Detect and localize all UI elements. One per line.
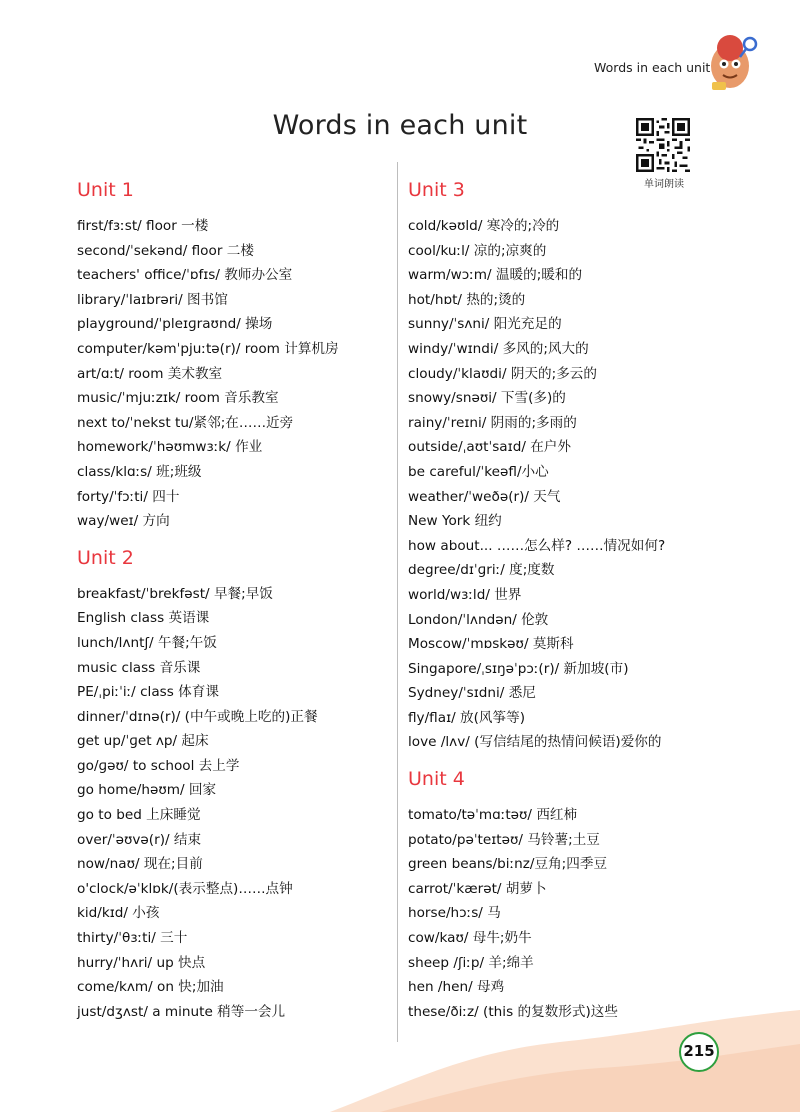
word-entry: hurry/ˈhʌri/ up 快点 <box>77 954 206 971</box>
unit-2-section <box>77 546 392 1025</box>
word-entry: way/weɪ/ 方向 <box>77 513 170 530</box>
word-entry: second/ˈsekənd/ floor 二楼 <box>77 242 254 259</box>
word-entry: kid/kɪd/ 小孩 <box>77 905 160 922</box>
word-entry: Moscow/ˈmɒskəʊ/ 莫斯科 <box>408 636 574 653</box>
word-entry: over/ˈəʊvə(r)/ 结束 <box>77 831 202 848</box>
word-entry: go home/həʊm/ 回家 <box>77 782 217 799</box>
word-entry: cool/kuːl/ 凉的;凉爽的 <box>408 242 547 259</box>
word-entry: snowy/snəʊi/ 下雪(多)的 <box>408 390 566 407</box>
word-entry: love /lʌv/ (写信结尾的热情问候语)爱你的 <box>408 734 662 751</box>
column-divider <box>397 162 398 1042</box>
word-entry: next to/ˈnekst tu/紧邻;在……近旁 <box>77 414 294 431</box>
word-entry: hot/hɒt/ 热的;烫的 <box>408 291 526 308</box>
word-entry: windy/ˈwɪndi/ 多风的;风大的 <box>408 340 589 357</box>
word-entry: breakfast/ˈbrekfəst/ 早餐;早饭 <box>77 585 273 602</box>
word-entry: art/ɑːt/ room 美术教室 <box>77 365 223 382</box>
word-entry: just/dʒʌst/ a minute 稍等一会儿 <box>77 1003 286 1020</box>
word-entry: music/ˈmjuːzɪk/ room 音乐教室 <box>77 390 279 407</box>
word-entry: cloudy/ˈklaʊdi/ 阴天的;多云的 <box>408 365 597 382</box>
word-entry: Singapore/ˌsɪŋəˈpɔː(r)/ 新加坡(市) <box>408 660 629 677</box>
word-entry: get up/ˈɡet ʌp/ 起床 <box>77 733 209 750</box>
word-entry: carrot/ˈkærət/ 胡萝卜 <box>408 880 547 897</box>
mascot-icon <box>706 30 762 94</box>
word-entry: world/wɜːld/ 世界 <box>408 586 522 603</box>
word-entry: dinner/ˈdɪnə(r)/ (中午或晚上吃的)正餐 <box>77 708 318 725</box>
word-entry: degree/dɪˈɡriː/ 度;度数 <box>408 562 555 579</box>
word-entry: library/ˈlaɪbrəri/ 图书馆 <box>77 291 228 308</box>
word-entry: potato/pəˈteɪtəʊ/ 马铃薯;土豆 <box>408 831 600 848</box>
word-list <box>77 214 392 534</box>
header-label: Words in each unit <box>594 60 711 75</box>
word-entry: computer/kəmˈpjuːtə(r)/ room 计算机房 <box>77 340 339 357</box>
unit-heading: Unit 3 <box>408 179 465 201</box>
word-entry: now/naʊ/ 现在;目前 <box>77 856 203 873</box>
unit-3-section <box>408 178 738 755</box>
word-entry: music class 音乐课 <box>77 659 201 676</box>
word-entry: weather/ˈweðə(r)/ 天气 <box>408 488 561 505</box>
word-entry: come/kʌm/ on 快;加油 <box>77 979 224 996</box>
unit-1-section <box>77 178 392 534</box>
word-entry: horse/hɔːs/ 马 <box>408 905 501 922</box>
word-entry: o'clock/əˈklɒk/(表示整点)……点钟 <box>77 880 293 897</box>
word-entry: teachers' office/ˈɒfɪs/ 教师办公室 <box>77 267 293 284</box>
word-entry: these/ðiːz/ (this 的复数形式)这些 <box>408 1003 618 1020</box>
page-title: Words in each unit <box>272 110 528 141</box>
word-entry: London/ˈlʌndən/ 伦敦 <box>408 611 549 628</box>
unit-heading: Unit 4 <box>408 768 465 791</box>
word-entry: sunny/ˈsʌni/ 阳光充足的 <box>408 316 562 333</box>
word-entry: rainy/ˈreɪni/ 阴雨的;多雨的 <box>408 414 577 431</box>
word-entry: Sydney/ˈsɪdni/ 悉尼 <box>408 685 536 702</box>
word-entry: lunch/lʌntʃ/ 午餐;午饭 <box>77 634 217 651</box>
word-entry: warm/wɔːm/ 温暖的;暖和的 <box>408 267 583 284</box>
word-entry: go/ɡəʊ/ to school 去上学 <box>77 757 240 774</box>
page-number: 215 <box>679 1032 719 1072</box>
word-entry: tomato/təˈmɑːtəʊ/ 西红柿 <box>408 807 578 824</box>
word-entry: class/klɑːs/ 班;班级 <box>77 463 202 480</box>
word-entry: homework/ˈhəʊmwɜːk/ 作业 <box>77 439 263 456</box>
word-entry: New York 纽约 <box>408 513 502 530</box>
word-entry: sheep /ʃiːp/ 羊;绵羊 <box>408 954 534 971</box>
word-entry: first/fɜːst/ floor 一楼 <box>77 218 209 234</box>
word-entry: green beans/biːnz/豆角;四季豆 <box>408 856 608 873</box>
word-entry: go to bed 上床睡觉 <box>77 807 201 824</box>
qr-code-icon[interactable] <box>636 118 690 172</box>
word-list <box>408 214 738 755</box>
word-entry: fly/flaɪ/ 放(风筝等) <box>408 709 526 726</box>
word-list <box>77 582 392 1025</box>
word-entry: playground/ˈpleɪɡraʊnd/ 操场 <box>77 316 273 333</box>
qr-caption: 单词朗读 <box>644 179 684 190</box>
left-column <box>77 178 392 1036</box>
word-entry: be careful/ˈkeəfl/小心 <box>408 463 549 480</box>
word-entry: how about... ……怎么样? ……情况如何? <box>408 537 666 554</box>
word-entry: forty/ˈfɔːti/ 四十 <box>77 488 180 505</box>
word-entry: cold/kəʊld/ 寒冷的;冷的 <box>408 218 560 234</box>
word-entry: cow/kaʊ/ 母牛;奶牛 <box>408 930 532 947</box>
word-entry: outside/ˌaʊtˈsaɪd/ 在户外 <box>408 439 571 456</box>
word-entry: English class 英语课 <box>77 610 210 627</box>
word-entry: thirty/ˈθɜːti/ 三十 <box>77 930 188 947</box>
word-entry: PE/ˌpiːˈiː/ class 体育课 <box>77 684 219 701</box>
unit-heading: Unit 1 <box>77 179 134 201</box>
word-entry: hen /hen/ 母鸡 <box>408 979 505 996</box>
unit-heading: Unit 2 <box>77 546 134 569</box>
right-column <box>408 178 738 1036</box>
